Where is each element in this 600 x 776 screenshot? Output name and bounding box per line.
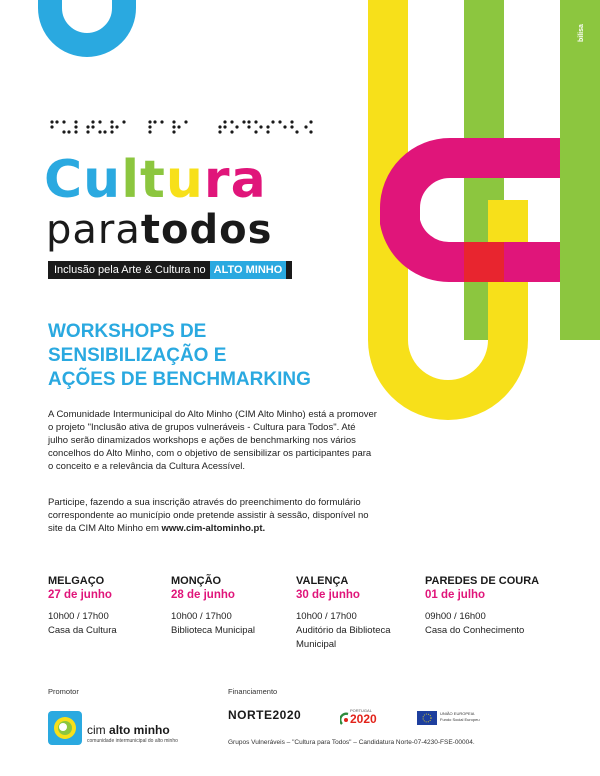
cim-logo-pre: cim — [87, 723, 106, 737]
session-venue: Auditório da Biblioteca Municipal — [296, 625, 391, 650]
title-para: para — [46, 207, 141, 253]
session-date: 30 de junho — [296, 589, 360, 601]
title-cultura — [44, 150, 267, 210]
title-letter: l — [121, 150, 141, 210]
magenta-top-end — [504, 138, 560, 178]
title-todos: todos — [140, 207, 273, 253]
magenta-right-end — [504, 242, 560, 282]
session-melgaco — [48, 574, 158, 638]
session-time: 10h00 / 17h00 — [171, 611, 232, 622]
session-venue: Biblioteca Municipal — [171, 625, 255, 636]
portugal-small-label: PORTUGAL — [350, 708, 372, 713]
session-date: 01 de julho — [425, 589, 486, 601]
session-time: 10h00 / 17h00 — [48, 611, 109, 622]
title-letter: C — [44, 150, 84, 210]
title-letter: a — [230, 150, 267, 210]
session-date: 28 de junho — [171, 589, 235, 601]
session-time: 10h00 / 17h00 — [296, 611, 357, 622]
headline — [48, 320, 378, 392]
norte2020-logo: NORTE2020 — [228, 708, 302, 722]
website-link[interactable]: www.cim-altominho.pt. — [161, 523, 266, 534]
session-venue: Casa da Cultura — [48, 625, 117, 636]
promotor-label: Promotor — [48, 687, 79, 696]
session-city: PAREDES DE COURA — [425, 575, 540, 587]
red-overlap — [464, 242, 504, 282]
tagline-bar — [48, 261, 292, 279]
tagline-highlight: ALTO MINHO — [210, 261, 287, 279]
eu-line-1: UNIÃO EUROPEIA — [440, 711, 475, 716]
financiamento-label: Financiamento — [228, 687, 278, 696]
portugal-flag-icon — [340, 712, 350, 726]
cim-logo-subtitle: comunidade intermunicipal do alto minho — [87, 738, 178, 744]
title-letter: t — [140, 150, 166, 210]
title-letter: r — [203, 150, 231, 210]
headline-line-2: SENSIBILIZAÇÃO E — [48, 345, 227, 366]
blue-arc-shape — [50, 0, 124, 45]
green-bar-right — [560, 0, 600, 340]
eu-text — [440, 711, 480, 723]
side-label: bilisa — [578, 24, 585, 42]
eu-flag-icon — [417, 711, 437, 725]
eu-line-2: Fundo Social Europeu — [440, 717, 480, 722]
session-moncao — [171, 574, 286, 638]
session-city: MONÇÃO — [171, 575, 222, 587]
participe-text: Participe, fazendo a sua inscrição através do preenchimento do formulário correspondente ao município onde pretende assistir à sessão, disponível no site da CIM Alto Minho em — [48, 497, 369, 534]
cim-logo-text — [87, 723, 170, 737]
session-valenca — [296, 574, 396, 652]
tagline-text: Inclusão pela Arte & Cultura no — [54, 264, 206, 276]
headline-line-1: WORKSHOPS DE — [48, 321, 207, 342]
cim-logo-icon — [48, 711, 82, 745]
session-paredes-de-coura — [425, 574, 575, 638]
braille-title — [50, 120, 320, 134]
session-city: MELGAÇO — [48, 575, 105, 587]
headline-line-3: AÇÕES DE BENCHMARKING — [48, 369, 311, 390]
portugal2020-text: 2020 — [350, 712, 377, 726]
cim-logo-main: alto minho — [109, 723, 170, 737]
session-venue: Casa do Conhecimento — [425, 625, 525, 636]
title-letter: u — [83, 150, 122, 210]
participe-paragraph — [48, 496, 378, 535]
session-time: 09h00 / 16h00 — [425, 611, 486, 622]
session-date: 27 de junho — [48, 589, 112, 601]
title-letter: u — [165, 150, 204, 210]
session-city: VALENÇA — [296, 575, 349, 587]
title-para-todos — [46, 206, 272, 254]
footer-reference: Grupos Vulneráveis – "Cultura para Todos" – Candidatura Norte-07-4230-FSE-00004. — [228, 739, 475, 746]
intro-paragraph: A Comunidade Intermunicipal do Alto Minho (CIM Alto Minho) está a promover o projeto "Inclusão ativa de grupos vulneráveis - Cultura para Todos". Até julho serão dinamizados workshops e ações de benchmarking nos vários concelhos do Alto Minho, com o objetivo de sensibilizar os participantes para o conceito e a relevância da Cultura Acessível. — [48, 409, 377, 472]
